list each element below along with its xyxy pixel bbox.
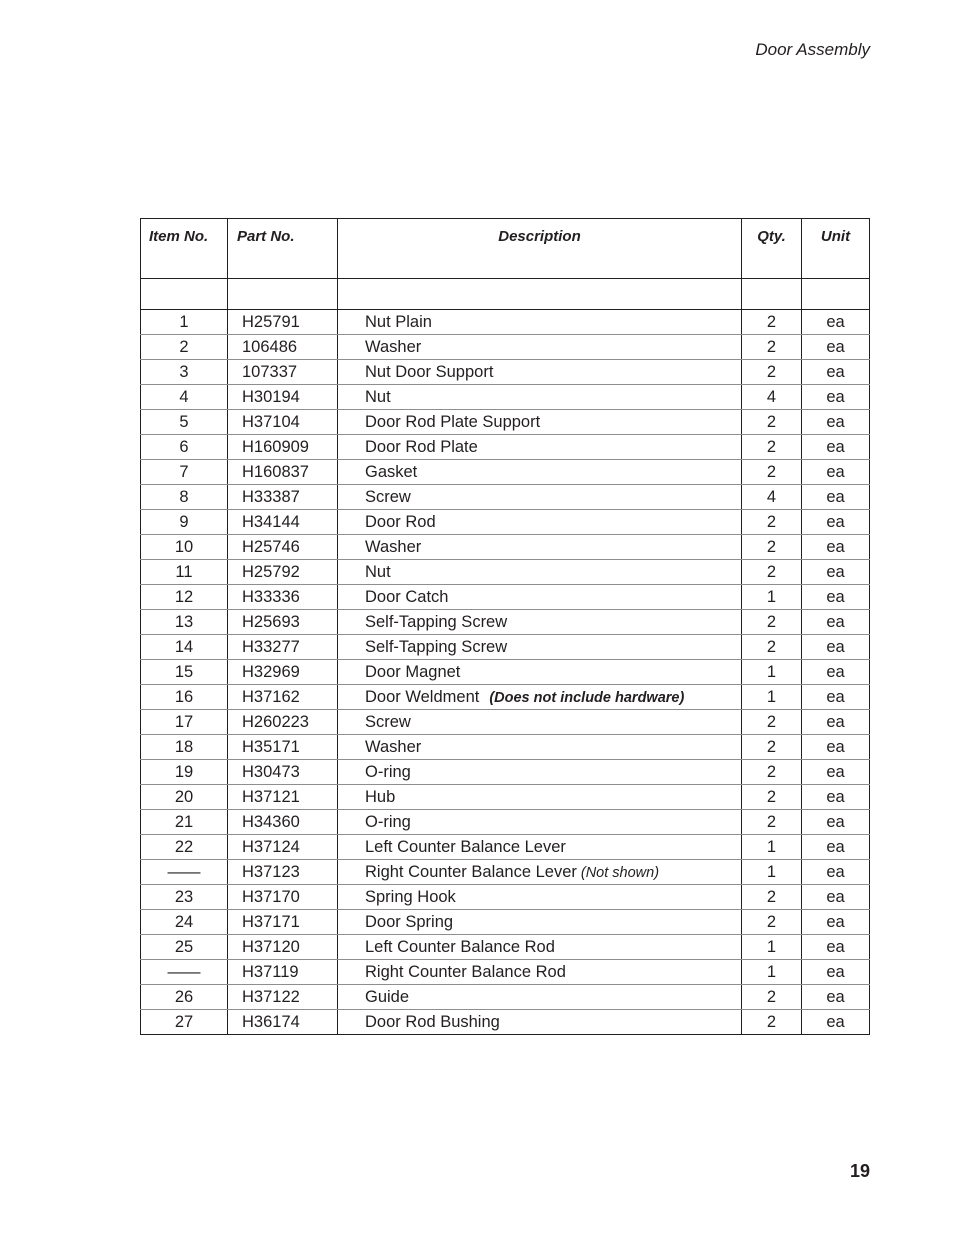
spacer-cell: [338, 279, 742, 310]
description-cell: [338, 635, 742, 660]
unit-cell: ea: [802, 610, 870, 635]
column-header-qty: Qty.: [742, 219, 802, 279]
table-row: [141, 835, 870, 860]
item-no-cell: 12: [141, 585, 228, 610]
qty-cell: 2: [742, 785, 802, 810]
unit-cell: ea: [802, 335, 870, 360]
column-header-part-no: Part No.: [228, 219, 338, 279]
description-text: Washer: [365, 337, 422, 356]
description-text: Washer: [365, 737, 422, 756]
description-cell: [338, 935, 742, 960]
description-text: O-ring: [365, 762, 411, 781]
description-text: Right Counter Balance Rod: [365, 962, 566, 981]
item-no-cell: ——: [141, 960, 228, 985]
qty-cell: 2: [742, 510, 802, 535]
description-text: Right Counter Balance Lever: [365, 862, 577, 881]
unit-cell: ea: [802, 985, 870, 1010]
item-no-cell: 14: [141, 635, 228, 660]
spacer-cell: [742, 279, 802, 310]
unit-cell: ea: [802, 860, 870, 885]
section-title: Door Assembly: [755, 40, 870, 59]
description-text: Spring Hook: [365, 887, 456, 906]
unit-cell: ea: [802, 585, 870, 610]
item-no-cell: 16: [141, 685, 228, 710]
table-row: [141, 735, 870, 760]
description-text: Door Spring: [365, 912, 454, 931]
part-no-cell: H32969: [228, 660, 338, 685]
description-cell: [338, 335, 742, 360]
spacer-row: [141, 279, 870, 310]
item-no-cell: 3: [141, 360, 228, 385]
table-row: [141, 460, 870, 485]
description-cell: [338, 435, 742, 460]
part-no-cell: H37122: [228, 985, 338, 1010]
unit-cell: ea: [802, 885, 870, 910]
description-text: Self-Tapping Screw: [365, 637, 508, 656]
description-cell: [338, 960, 742, 985]
qty-cell: 2: [742, 360, 802, 385]
table-row: [141, 760, 870, 785]
unit-cell: ea: [802, 360, 870, 385]
unit-cell: ea: [802, 810, 870, 835]
unit-cell: ea: [802, 310, 870, 335]
qty-cell: 2: [742, 560, 802, 585]
part-no-cell: H260223: [228, 710, 338, 735]
description-text: Self-Tapping Screw: [365, 612, 508, 631]
qty-cell: 2: [742, 335, 802, 360]
table-row: [141, 635, 870, 660]
table-row: [141, 385, 870, 410]
part-no-cell: H25791: [228, 310, 338, 335]
unit-cell: ea: [802, 835, 870, 860]
item-no-cell: 9: [141, 510, 228, 535]
description-text: Screw: [365, 487, 411, 506]
part-no-cell: H37120: [228, 935, 338, 960]
item-no-cell: 17: [141, 710, 228, 735]
item-no-cell: 7: [141, 460, 228, 485]
description-text: Guide: [365, 987, 410, 1006]
qty-cell: 2: [742, 885, 802, 910]
table-row: [141, 935, 870, 960]
item-no-cell: 27: [141, 1010, 228, 1035]
item-no-cell: 20: [141, 785, 228, 810]
table-row: [141, 535, 870, 560]
description-text: Door Magnet: [365, 662, 461, 681]
description-cell: [338, 535, 742, 560]
qty-cell: 2: [742, 735, 802, 760]
unit-cell: ea: [802, 560, 870, 585]
table-row: [141, 860, 870, 885]
description-cell: [338, 1010, 742, 1035]
item-no-cell: 23: [141, 885, 228, 910]
description-cell: [338, 385, 742, 410]
unit-cell: ea: [802, 635, 870, 660]
table-row: [141, 410, 870, 435]
unit-cell: ea: [802, 660, 870, 685]
description-cell: [338, 885, 742, 910]
qty-cell: 4: [742, 485, 802, 510]
description-cell: [338, 660, 742, 685]
description-text: Left Counter Balance Rod: [365, 937, 555, 956]
unit-cell: ea: [802, 535, 870, 560]
qty-cell: 2: [742, 1010, 802, 1035]
description-cell: [338, 485, 742, 510]
description-text: Left Counter Balance Lever: [365, 837, 566, 856]
part-no-cell: H37123: [228, 860, 338, 885]
part-no-cell: H25693: [228, 610, 338, 635]
description-cell: [338, 710, 742, 735]
item-no-cell: 5: [141, 410, 228, 435]
part-no-cell: H30473: [228, 760, 338, 785]
table-row: [141, 685, 870, 710]
part-no-cell: H37119: [228, 960, 338, 985]
table-row: [141, 485, 870, 510]
qty-cell: 2: [742, 985, 802, 1010]
description-text: Gasket: [365, 462, 418, 481]
item-no-cell: 26: [141, 985, 228, 1010]
item-no-cell: 19: [141, 760, 228, 785]
part-no-cell: H37124: [228, 835, 338, 860]
description-text: Nut Door Support: [365, 362, 494, 381]
qty-cell: 1: [742, 860, 802, 885]
qty-cell: 2: [742, 410, 802, 435]
description-cell: [338, 910, 742, 935]
qty-cell: 2: [742, 435, 802, 460]
description-cell: [338, 685, 742, 710]
unit-cell: ea: [802, 410, 870, 435]
table-row: [141, 560, 870, 585]
part-no-cell: H25792: [228, 560, 338, 585]
table-row: [141, 910, 870, 935]
qty-cell: 2: [742, 635, 802, 660]
column-header-description: Description: [338, 219, 742, 279]
description-text: Nut: [365, 387, 391, 406]
description-text: Washer: [365, 537, 422, 556]
description-cell: [338, 460, 742, 485]
unit-cell: ea: [802, 1010, 870, 1035]
part-no-cell: H160837: [228, 460, 338, 485]
item-no-cell: 18: [141, 735, 228, 760]
qty-cell: 2: [742, 910, 802, 935]
page-number: 19: [849, 1161, 870, 1181]
item-no-cell: 21: [141, 810, 228, 835]
part-no-cell: H25746: [228, 535, 338, 560]
qty-cell: 1: [742, 960, 802, 985]
table-row: [141, 960, 870, 985]
description-cell: [338, 560, 742, 585]
description-cell: [338, 360, 742, 385]
qty-cell: 1: [742, 835, 802, 860]
item-no-cell: 15: [141, 660, 228, 685]
unit-cell: ea: [802, 735, 870, 760]
unit-cell: ea: [802, 910, 870, 935]
unit-cell: ea: [802, 935, 870, 960]
qty-cell: 2: [742, 310, 802, 335]
unit-cell: ea: [802, 710, 870, 735]
unit-cell: ea: [802, 785, 870, 810]
item-no-cell: 1: [141, 310, 228, 335]
qty-cell: 1: [742, 935, 802, 960]
description-cell: [338, 985, 742, 1010]
item-no-cell: 25: [141, 935, 228, 960]
part-no-cell: H36174: [228, 1010, 338, 1035]
part-no-cell: H37170: [228, 885, 338, 910]
description-cell: [338, 585, 742, 610]
unit-cell: ea: [802, 485, 870, 510]
qty-cell: 1: [742, 585, 802, 610]
description-cell: [338, 610, 742, 635]
part-no-cell: H37121: [228, 785, 338, 810]
description-text: Door Rod Plate Support: [365, 412, 541, 431]
spacer-cell: [802, 279, 870, 310]
item-no-cell: 6: [141, 435, 228, 460]
table-row: [141, 885, 870, 910]
item-no-cell: 24: [141, 910, 228, 935]
description-cell: [338, 735, 742, 760]
unit-cell: ea: [802, 460, 870, 485]
unit-cell: ea: [802, 510, 870, 535]
item-no-cell: ——: [141, 860, 228, 885]
table-row: [141, 1010, 870, 1035]
item-no-cell: 4: [141, 385, 228, 410]
spacer-cell: [228, 279, 338, 310]
part-no-cell: H34360: [228, 810, 338, 835]
description-text: Door Rod Bushing: [365, 1012, 500, 1031]
spacer-cell: [141, 279, 228, 310]
table-row: [141, 710, 870, 735]
item-no-cell: 13: [141, 610, 228, 635]
description-text: O-ring: [365, 812, 411, 831]
description-text: Hub: [365, 787, 396, 806]
unit-cell: ea: [802, 435, 870, 460]
description-text: Door Rod Plate: [365, 437, 478, 456]
description-cell: [338, 310, 742, 335]
unit-cell: ea: [802, 760, 870, 785]
qty-cell: 2: [742, 760, 802, 785]
part-no-cell: H37104: [228, 410, 338, 435]
description-text: Door Rod: [365, 512, 436, 531]
table-row: [141, 810, 870, 835]
table-row: [141, 335, 870, 360]
part-no-cell: H33387: [228, 485, 338, 510]
description-text: Nut Plain: [365, 312, 432, 331]
table-row: [141, 785, 870, 810]
description-text: Door Weldment: [365, 687, 480, 706]
unit-cell: ea: [802, 960, 870, 985]
part-no-cell: H30194: [228, 385, 338, 410]
description-cell: [338, 860, 742, 885]
qty-cell: 2: [742, 610, 802, 635]
part-no-cell: H37162: [228, 685, 338, 710]
description-cell: [338, 835, 742, 860]
part-no-cell: H34144: [228, 510, 338, 535]
parts-table: [140, 218, 870, 1035]
part-no-cell: H33277: [228, 635, 338, 660]
qty-cell: 1: [742, 660, 802, 685]
unit-cell: ea: [802, 685, 870, 710]
table-row: [141, 585, 870, 610]
description-cell: [338, 810, 742, 835]
table-row: [141, 610, 870, 635]
column-header-unit: Unit: [802, 219, 870, 279]
table-row: [141, 660, 870, 685]
qty-cell: 2: [742, 460, 802, 485]
table-row: [141, 435, 870, 460]
table-row: [141, 360, 870, 385]
column-header-item-no: Item No.: [141, 219, 228, 279]
unit-cell: ea: [802, 385, 870, 410]
part-no-cell: H160909: [228, 435, 338, 460]
part-no-cell: H35171: [228, 735, 338, 760]
item-no-cell: 2: [141, 335, 228, 360]
qty-cell: 1: [742, 685, 802, 710]
description-cell: [338, 510, 742, 535]
description-cell: [338, 760, 742, 785]
part-no-cell: H37171: [228, 910, 338, 935]
table-row: [141, 510, 870, 535]
item-no-cell: 10: [141, 535, 228, 560]
table-row: [141, 985, 870, 1010]
description-cell: [338, 785, 742, 810]
qty-cell: 4: [742, 385, 802, 410]
item-no-cell: 8: [141, 485, 228, 510]
description-cell: [338, 410, 742, 435]
description-text: Door Catch: [365, 587, 449, 606]
description-text: Screw: [365, 712, 411, 731]
part-no-cell: H33336: [228, 585, 338, 610]
description-note: (Does not include hardware): [489, 689, 685, 706]
part-no-cell: 106486: [228, 335, 338, 360]
part-no-cell: 107337: [228, 360, 338, 385]
item-no-cell: 22: [141, 835, 228, 860]
table-row: [141, 310, 870, 335]
qty-cell: 2: [742, 535, 802, 560]
item-no-cell: 11: [141, 560, 228, 585]
description-text: Nut: [365, 562, 391, 581]
table-header-row: [141, 219, 870, 279]
qty-cell: 2: [742, 710, 802, 735]
qty-cell: 2: [742, 810, 802, 835]
description-note: (Not shown): [580, 864, 660, 881]
